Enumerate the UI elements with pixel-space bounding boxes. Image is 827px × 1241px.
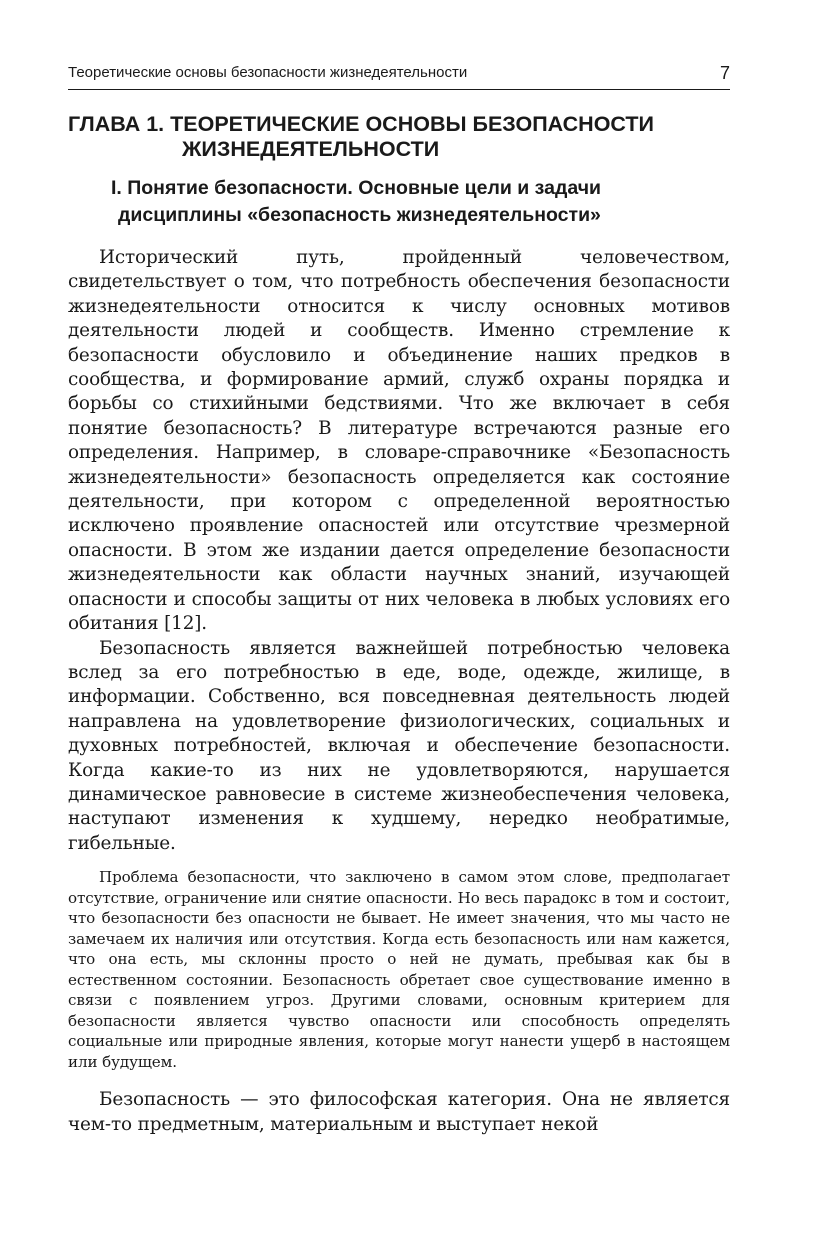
section-title xyxy=(68,175,730,229)
page-number: 7 xyxy=(719,63,730,83)
small-print-note: Проблема безопасности, что заключено в самом этом слове, предполагает отсутствие, ограничение или снятие опасности. Но весь парадокс в том и состоит, что безопасности без опасности не бывает. Не имеет значения, что мы часто не замечаем их наличия или отсутствия. Когда есть безопасность или нам кажется, что она есть, мы склонны просто о ней не думать, пребывая как бы в естественном состоянии. Безопасность обретает свое существование именно в связи с появлением угроз. Другими словами, основным критерием для безопасности является чувство опасности или способность определять социальные или природные явления, которые могут нанести ущерб в настоящем или будущем. xyxy=(68,868,730,1071)
paragraph-3: Безопасность — это философская категория. Она не является чем-то предметным, материальным и выступает некой xyxy=(68,1089,730,1135)
paragraph-2: Безопасность является важнейшей потребностью человека вслед за его потребностью в еде, воде, одежде, жилище, в информации. Собственно, вся повседневная деятельность людей направлена на удовлетворение физиологических, социальных и духовных потребностей, включая и обеспечение безопасности. Когда какие-то из них не удовлетворяются, нарушается динамическое равновесие в системе жизнеобеспечения человека, наступают изменения к худшему, нередко необратимые, гибельные. xyxy=(68,637,730,854)
book-page xyxy=(68,58,730,1137)
section-title-line-1: I. Понятие безопасности. Основные цели и задачи xyxy=(111,177,602,199)
paragraph-1: Исторический путь, пройденный человечеством, свидетельствует о том, что потребность обеспечения безопасности жизнедеятельности относится к числу основных мотивов деятельности людей и сообществ. Именно стремление к безопасности обусловило и объединение наших предков в сообщества, и формирование армий, служб охраны порядка и борьбы со стихийными бедствиями. Что же включает в себя понятие безопасность? В литературе встречаются разные его определения. Например, в словаре-справочнике «Безопасность жизнедеятельности» безопасность определяется как состояние деятельности, при котором с определенной вероятностью исключено проявление опасностей или отсутствие чрезмерной опасности. В этом же издании дается определение безопасности жизнедеятельности как области научных знаний, изучающей опасности и способы защиты от них человека в любых условиях его обитания [12]. xyxy=(68,247,730,635)
running-title: Теоретические основы безопасности жизнедеятельности xyxy=(68,64,468,81)
chapter-title-line-1: ГЛАВА 1. ТЕОРЕТИЧЕСКИЕ ОСНОВЫ БЕЗОПАСНОСТИ xyxy=(68,112,655,136)
running-header xyxy=(68,58,730,90)
chapter-title-line-2: ЖИЗНЕДЕЯТЕЛЬНОСТИ xyxy=(182,137,440,161)
section-title-line-2: дисциплины «безопасность жизнедеятельности» xyxy=(118,204,601,226)
chapter-title xyxy=(68,112,730,162)
